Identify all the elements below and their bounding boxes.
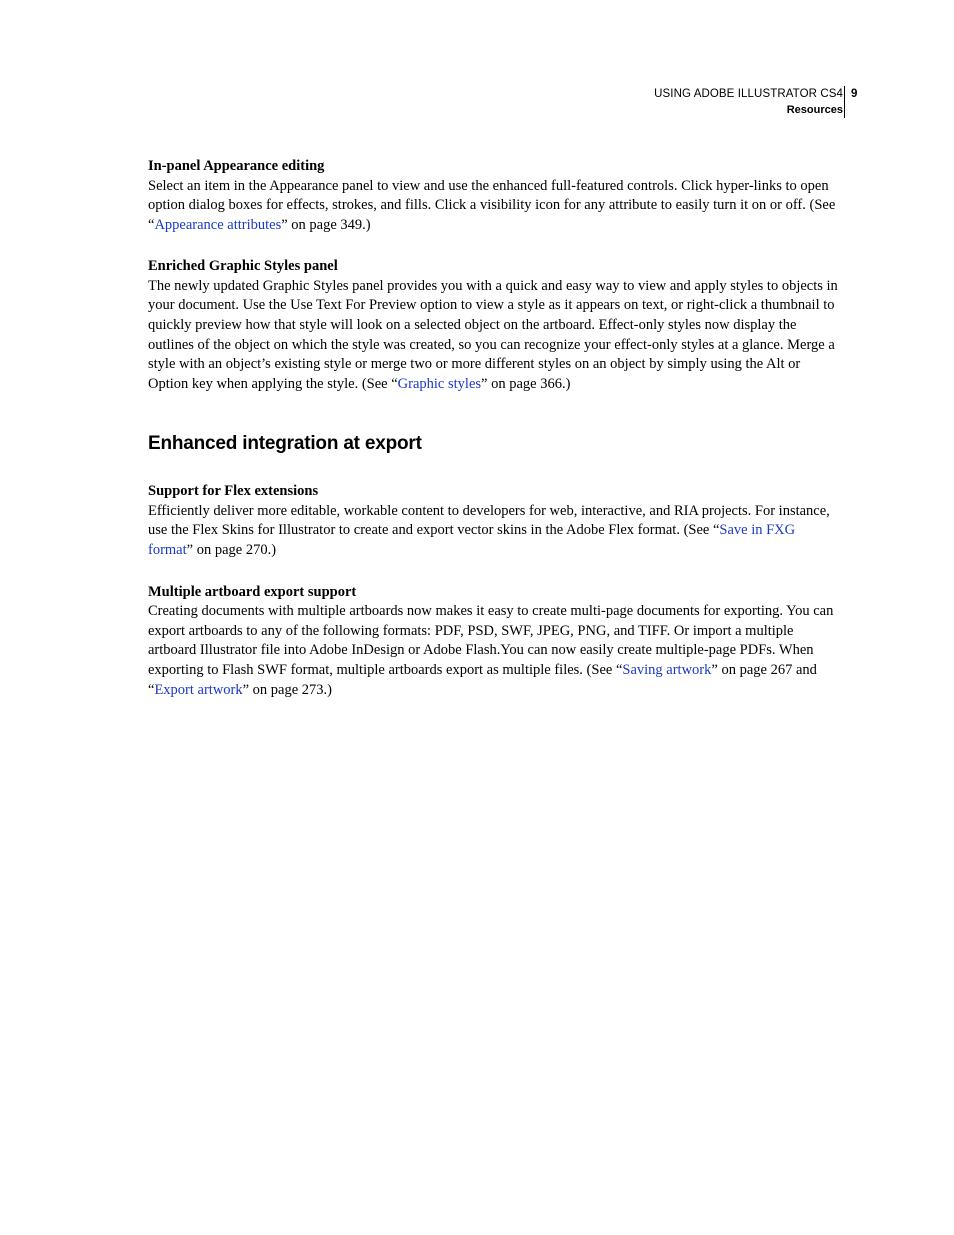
feature-paragraph [148, 502, 840, 561]
feature-block-graphic-styles [148, 257, 840, 394]
feature-heading: In-panel Appearance editing [148, 158, 325, 174]
graphic-styles-link[interactable]: Graphic styles [397, 375, 482, 392]
feature-heading: Multiple artboard export support [148, 583, 357, 600]
feature-block-multiple-artboard [148, 583, 840, 700]
running-header [654, 86, 843, 118]
export-artwork-link[interactable]: Export artwork [154, 681, 243, 698]
section-heading: Enhanced integration at export [148, 433, 422, 455]
paragraph-text: ” on page 349.) [281, 216, 371, 233]
feature-block-flex [148, 482, 840, 560]
main-content [148, 157, 840, 722]
section-name: Resources [786, 104, 843, 116]
paragraph-text: ” on page 270.) [186, 542, 277, 559]
paragraph-text: Efficiently deliver more editable, workable content to developers for web, interactive, and RIA projects. For instance, use the Flex Skins for Illustrator to create and export vector skins in the Adobe Flex format. (See “ [148, 502, 830, 539]
feature-paragraph [148, 277, 840, 395]
feature-block-appearance [148, 157, 840, 235]
save-in-fxg-format-link[interactable]: Save in FXG format [148, 522, 796, 559]
page-number: 9 [851, 88, 858, 100]
paragraph-text: ” on page 267 and “ [148, 661, 817, 698]
paragraph-text: The newly updated Graphic Styles panel provides you with a quick and easy way to view and apply styles to objects in your document. Use the Use Text For Preview option to view a style as it appears on text, or right-click a thumbnail to quickly preview how that style will look on a selected object on the artboard. Effect-only styles now display the outlines of the object on which the style was created, so you can recognize your effect-only styles at a glance. Merge a style with an object’s existing style or merge two or more different styles on an object by simply using the Alt or Option key when applying the style. (See “ [148, 277, 838, 392]
paragraph-text: Creating documents with multiple artboards now makes it easy to create multi-page documents for exporting. You can export artboards to any of the following formats: PDF, PSD, SWF, JPEG, PNG, and TIFF. Or import a multiple artboard Illustrator file into Adobe InDesign or Adobe Flash.You can now easily create multiple-page PDFs. When exporting to Flash SWF format, multiple artboards export as multiple files. (See “ [148, 603, 834, 678]
feature-paragraph [148, 602, 840, 700]
paragraph-text: Select an item in the Appearance panel to view and use the enhanced full-featured controls. Click hyper-links to open option dialog boxes for effects, strokes, and fills. Click a visibility icon for any attribute to easily turn it on or off. (See “ [148, 177, 836, 233]
saving-artwork-link[interactable]: Saving artwork [622, 661, 712, 678]
header-divider [844, 86, 845, 118]
appearance-attributes-link[interactable]: Appearance attributes [154, 216, 282, 233]
paragraph-text: ” on page 366.) [481, 375, 571, 392]
paragraph-text: ” on page 273.) [242, 681, 333, 698]
feature-paragraph [148, 177, 840, 236]
feature-heading: Enriched Graphic Styles panel [148, 258, 338, 275]
feature-heading: Support for Flex extensions [148, 483, 319, 500]
guide-title: USING ADOBE ILLUSTRATOR CS4 [654, 88, 843, 100]
